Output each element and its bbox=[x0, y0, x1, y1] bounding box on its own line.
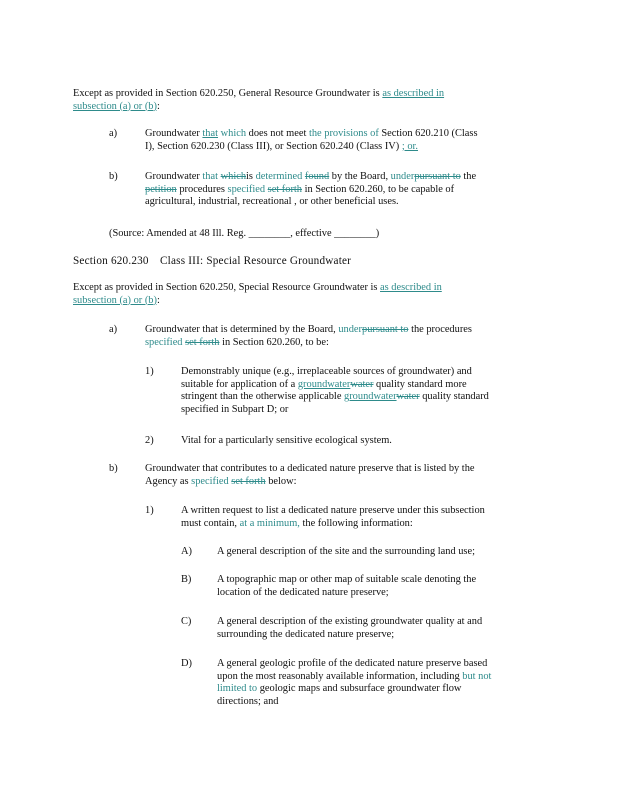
text: must contain, bbox=[181, 517, 240, 529]
inserted-text: limited to bbox=[217, 683, 258, 695]
text: is bbox=[246, 171, 256, 182]
text: Except as provided in Section 620.250, Special Resource Groundwater is bbox=[73, 282, 381, 293]
inserted-text: as described in bbox=[380, 282, 442, 293]
item-label-a: a) bbox=[109, 128, 118, 139]
text: : bbox=[156, 294, 160, 306]
item-label-b: b) bbox=[109, 463, 118, 474]
subitem-a-1 bbox=[181, 366, 551, 416]
item-label-a: a) bbox=[109, 324, 118, 335]
inserted-text: but not bbox=[462, 670, 492, 682]
inserted-text: that bbox=[202, 128, 219, 139]
text: in Section 620.260, to be: bbox=[219, 336, 329, 348]
text: by the Board, bbox=[329, 171, 391, 182]
deleted-text: water bbox=[396, 391, 420, 403]
text: procedures bbox=[176, 183, 228, 195]
text: A general geologic profile of the dedicated nature preserve based bbox=[217, 658, 488, 669]
section-heading-title: Class III: Special Resource Groundwater bbox=[160, 255, 352, 267]
deleted-text: pursuant to bbox=[362, 324, 409, 335]
text: quality standard bbox=[419, 391, 489, 403]
inserted-text: under bbox=[390, 171, 415, 182]
text: Agency as bbox=[145, 475, 192, 487]
text: A topographic map or other map of suitable scale denoting the bbox=[217, 574, 477, 585]
text: does not meet bbox=[246, 128, 309, 139]
text: upon the most reasonably available information, including bbox=[217, 670, 463, 682]
paragraph-general-resource bbox=[73, 88, 543, 113]
section-heading-number: Section 620.230 bbox=[73, 255, 149, 267]
text: I), Section 620.230 (Class III), or Section 620.240 (Class IV) bbox=[145, 140, 402, 152]
deleted-text: set forth bbox=[185, 336, 220, 348]
inserted-text: specified bbox=[227, 183, 266, 195]
subsubitem-label-a: A) bbox=[181, 546, 192, 557]
subsubitem-d bbox=[217, 658, 552, 708]
deleted-text: pursuant to bbox=[414, 171, 461, 182]
item-a-general bbox=[145, 128, 545, 153]
text: A written request to list a dedicated nature preserve under this subsection bbox=[181, 505, 485, 516]
inserted-text: specified bbox=[191, 475, 229, 487]
inserted-text: subsection (a) or (b) bbox=[73, 100, 157, 112]
text: the bbox=[460, 171, 477, 182]
text: agricultural, industrial, recreational , or other beneficial uses. bbox=[145, 196, 399, 208]
item-label-b: b) bbox=[109, 171, 118, 182]
text: : bbox=[156, 100, 160, 112]
text: in Section 620.260, to be capable of bbox=[302, 183, 455, 195]
deleted-text: found bbox=[304, 171, 330, 182]
text: specified in Subpart D; or bbox=[181, 403, 289, 415]
inserted-text: which bbox=[220, 128, 247, 139]
text: Groundwater that contributes to a dedicated nature preserve that is listed by the bbox=[145, 463, 475, 474]
subitem-label-1: 1) bbox=[145, 505, 154, 516]
subsubitem-a: A general description of the site and the surrounding land use; bbox=[217, 546, 475, 557]
subsubitem-b bbox=[217, 574, 547, 599]
text: Groundwater bbox=[145, 128, 203, 139]
subitem-a-2: Vital for a particularly sensitive ecological system. bbox=[181, 435, 392, 446]
subitem-label-1: 1) bbox=[145, 366, 154, 377]
text: surrounding the dedicated nature preserve; bbox=[217, 628, 395, 640]
text: quality standard more bbox=[373, 378, 467, 390]
item-b-special bbox=[145, 463, 545, 488]
paragraph-special-resource bbox=[73, 282, 543, 307]
subsubitem-label-b: B) bbox=[181, 574, 192, 585]
inserted-text: as described in bbox=[382, 88, 445, 99]
deleted-text: which bbox=[220, 171, 247, 182]
inserted-text: the provisions of bbox=[308, 128, 379, 139]
text: Demonstrably unique (e.g., irreplaceable sources of groundwater) and bbox=[181, 366, 472, 377]
item-a-special bbox=[145, 324, 545, 349]
text: suitable for application of a bbox=[181, 378, 298, 390]
subsubitem-label-d: D) bbox=[181, 658, 192, 669]
text: stringent than the otherwise applicable bbox=[181, 391, 345, 403]
text: Groundwater that is determined by the Board, bbox=[145, 324, 339, 335]
source-note: (Source: Amended at 48 Ill. Reg. ________, effective ________) bbox=[109, 228, 380, 239]
deleted-text: set forth bbox=[267, 183, 302, 195]
item-b-general bbox=[145, 171, 545, 209]
inserted-text: ; or. bbox=[401, 140, 419, 152]
subitem-b-1 bbox=[181, 505, 551, 530]
inserted-text: at a minimum, bbox=[239, 517, 300, 529]
inserted-text: subsection (a) or (b) bbox=[73, 294, 157, 306]
text: Groundwater bbox=[145, 171, 203, 182]
inserted-text: groundwater bbox=[344, 391, 397, 403]
text: location of the dedicated nature preserve; bbox=[217, 586, 389, 598]
inserted-text: determined bbox=[255, 171, 303, 182]
text: directions; and bbox=[217, 695, 279, 707]
text: the procedures bbox=[408, 324, 472, 335]
inserted-text: that bbox=[202, 171, 219, 182]
subsubitem-c bbox=[217, 616, 547, 641]
subitem-label-2: 2) bbox=[145, 435, 154, 446]
inserted-text: under bbox=[338, 324, 362, 335]
deleted-text: petition bbox=[145, 183, 177, 195]
text: Section 620.210 (Class bbox=[378, 128, 478, 139]
text: geologic maps and subsurface groundwater flow bbox=[257, 683, 462, 695]
text: A general description of the existing groundwater quality at and bbox=[217, 616, 483, 627]
deleted-text: set forth bbox=[231, 475, 266, 487]
inserted-text: specified bbox=[145, 336, 183, 348]
subsubitem-label-c: C) bbox=[181, 616, 192, 627]
inserted-text: groundwater bbox=[297, 378, 351, 390]
text: below: bbox=[265, 475, 297, 487]
text: Except as provided in Section 620.250, General Resource Groundwater is bbox=[73, 88, 383, 99]
deleted-text: water bbox=[350, 378, 374, 390]
text: the following information: bbox=[299, 517, 413, 529]
